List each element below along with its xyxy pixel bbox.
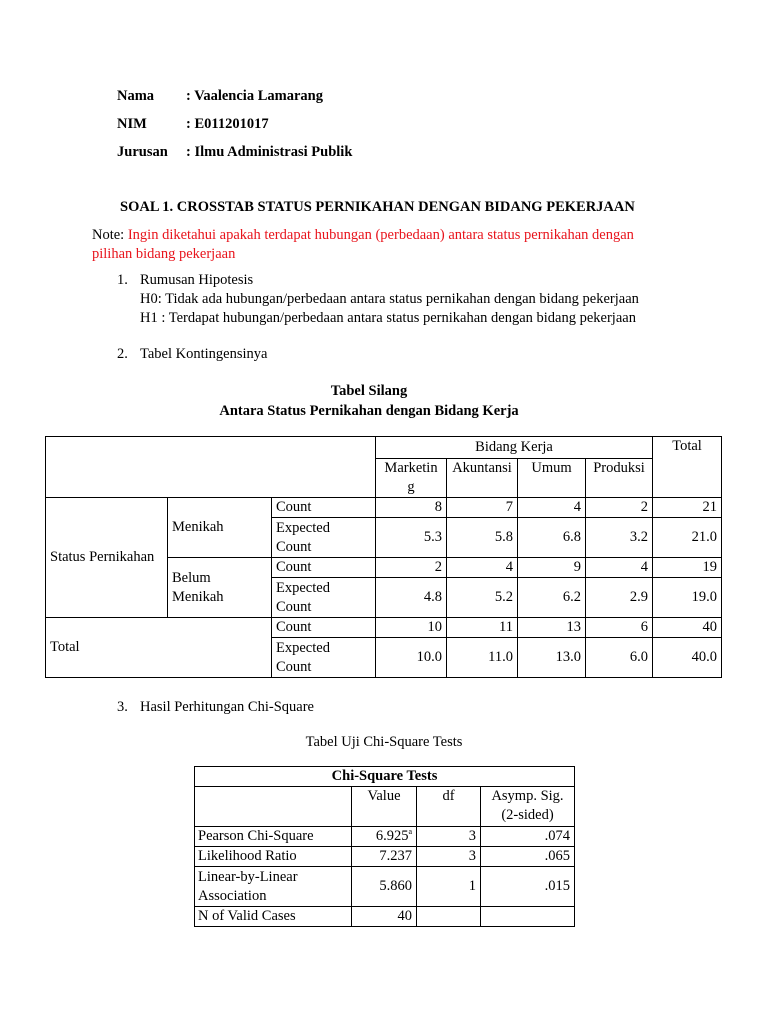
- lr-value: 7.237: [352, 847, 417, 867]
- count-label: Count: [272, 618, 376, 638]
- cell: 5.3: [376, 518, 447, 558]
- count-label: Count: [272, 558, 376, 578]
- header-df: df: [417, 787, 481, 827]
- cell-total: 21: [653, 498, 722, 518]
- cell-total: 19: [653, 558, 722, 578]
- section-1-title: Rumusan Hipotesis: [140, 272, 254, 288]
- cell: 11: [447, 618, 518, 638]
- cell: 6: [586, 618, 653, 638]
- pearson-df: 3: [417, 827, 481, 847]
- chisq-title: Chi-Square Tests: [195, 767, 575, 787]
- cell: 10.0: [376, 638, 447, 678]
- pearson-sig: .074: [481, 827, 575, 847]
- note-prefix: Note:: [92, 227, 128, 243]
- cell: 8: [376, 498, 447, 518]
- nim-label: NIM: [117, 116, 147, 132]
- note-line-1: [92, 227, 634, 244]
- expected-label: Expected Count: [272, 638, 376, 678]
- header-sig: Asymp. Sig. (2-sided): [481, 787, 575, 827]
- lr-label: Likelihood Ratio: [195, 847, 352, 867]
- name-value: : Vaalencia Lamarang: [186, 88, 323, 104]
- chisq-table: [194, 766, 575, 927]
- cell: 9: [518, 558, 586, 578]
- nim-value: : E011201017: [186, 116, 269, 132]
- lr-sig: .065: [481, 847, 575, 867]
- linear-value: 5.860: [352, 867, 417, 907]
- name-label: Nama: [117, 88, 155, 104]
- linear-label: Linear-by-Linear Association: [195, 867, 352, 907]
- cell: 13.0: [518, 638, 586, 678]
- crosstab-corner: [46, 437, 376, 498]
- cell: 13: [518, 618, 586, 638]
- cell: 3.2: [586, 518, 653, 558]
- cell: 4.8: [376, 578, 447, 618]
- n-valid-df: [417, 907, 481, 927]
- cell: 10: [376, 618, 447, 638]
- cell: 4: [447, 558, 518, 578]
- section-2-title: Tabel Kontingensinya: [140, 346, 268, 362]
- n-valid-value: 40: [352, 907, 417, 927]
- expected-label: Expected Count: [272, 578, 376, 618]
- lr-df: 3: [417, 847, 481, 867]
- cell: 6.2: [518, 578, 586, 618]
- crosstab-title: Tabel Silang: [330, 383, 408, 399]
- header-value: Value: [352, 787, 417, 827]
- cell-total: 40.0: [653, 638, 722, 678]
- total-header: Total: [653, 437, 722, 498]
- cell: 2: [376, 558, 447, 578]
- section-2-number: 2.: [117, 346, 128, 362]
- col-umum: Umum: [518, 459, 586, 498]
- cell: 6.8: [518, 518, 586, 558]
- row-total: Total: [46, 618, 272, 678]
- linear-df: 1: [417, 867, 481, 907]
- hypothesis-h1: H1 : Terdapat hubungan/perbedaan antara status pernikahan dengan bidang pekerjaan: [140, 310, 636, 326]
- bidang-kerja-header: Bidang Kerja: [376, 437, 653, 459]
- crosstab-subtitle: Antara Status Pernikahan dengan Bidang Kerja: [219, 403, 519, 419]
- col-akuntansi: Akuntansi: [447, 459, 518, 498]
- row-group-status: Status Pernikahan: [46, 498, 168, 618]
- count-label: Count: [272, 498, 376, 518]
- cell-total: 21.0: [653, 518, 722, 558]
- section-1-number: 1.: [117, 272, 128, 288]
- major-label: Jurusan: [117, 144, 168, 160]
- col-produksi: Produksi: [586, 459, 653, 498]
- section-heading: SOAL 1. CROSSTAB STATUS PERNIKAHAN DENGAN BIDANG PEKERJAAN: [120, 199, 635, 215]
- pearson-value: 6.925$^a$: [352, 827, 417, 847]
- crosstab-table: [45, 436, 722, 678]
- row-belum-menikah: Belum Menikah: [168, 558, 272, 618]
- note-line-2: pilihan bidang pekerjaan: [92, 246, 236, 262]
- major-value: : Ilmu Administrasi Publik: [186, 144, 353, 160]
- n-valid-label: N of Valid Cases: [195, 907, 352, 927]
- col-marketing: Marketin g: [376, 459, 447, 498]
- expected-label: Expected Count: [272, 518, 376, 558]
- chisq-blank-header: [195, 787, 352, 827]
- cell: 4: [518, 498, 586, 518]
- cell: 7: [447, 498, 518, 518]
- cell: 5.8: [447, 518, 518, 558]
- section-3-title: Hasil Perhitungan Chi-Square: [140, 699, 314, 715]
- linear-sig: .015: [481, 867, 575, 907]
- cell-total: 19.0: [653, 578, 722, 618]
- cell: 11.0: [447, 638, 518, 678]
- n-valid-sig: [481, 907, 575, 927]
- cell: 5.2: [447, 578, 518, 618]
- note-text: Ingin diketahui apakah terdapat hubungan (perbedaan) antara status pernikahan dengan: [127, 227, 634, 243]
- cell-total: 40: [653, 618, 722, 638]
- cell: 2: [586, 498, 653, 518]
- row-menikah: Menikah: [168, 498, 272, 558]
- cell: 4: [586, 558, 653, 578]
- hypothesis-h0: H0: Tidak ada hubungan/perbedaan antara status pernikahan dengan bidang pekerjaan: [140, 291, 639, 307]
- cell: 6.0: [586, 638, 653, 678]
- chisq-caption: Tabel Uji Chi-Square Tests: [305, 734, 463, 750]
- pearson-label: Pearson Chi-Square: [195, 827, 352, 847]
- section-3-number: 3.: [117, 699, 128, 715]
- cell: 2.9: [586, 578, 653, 618]
